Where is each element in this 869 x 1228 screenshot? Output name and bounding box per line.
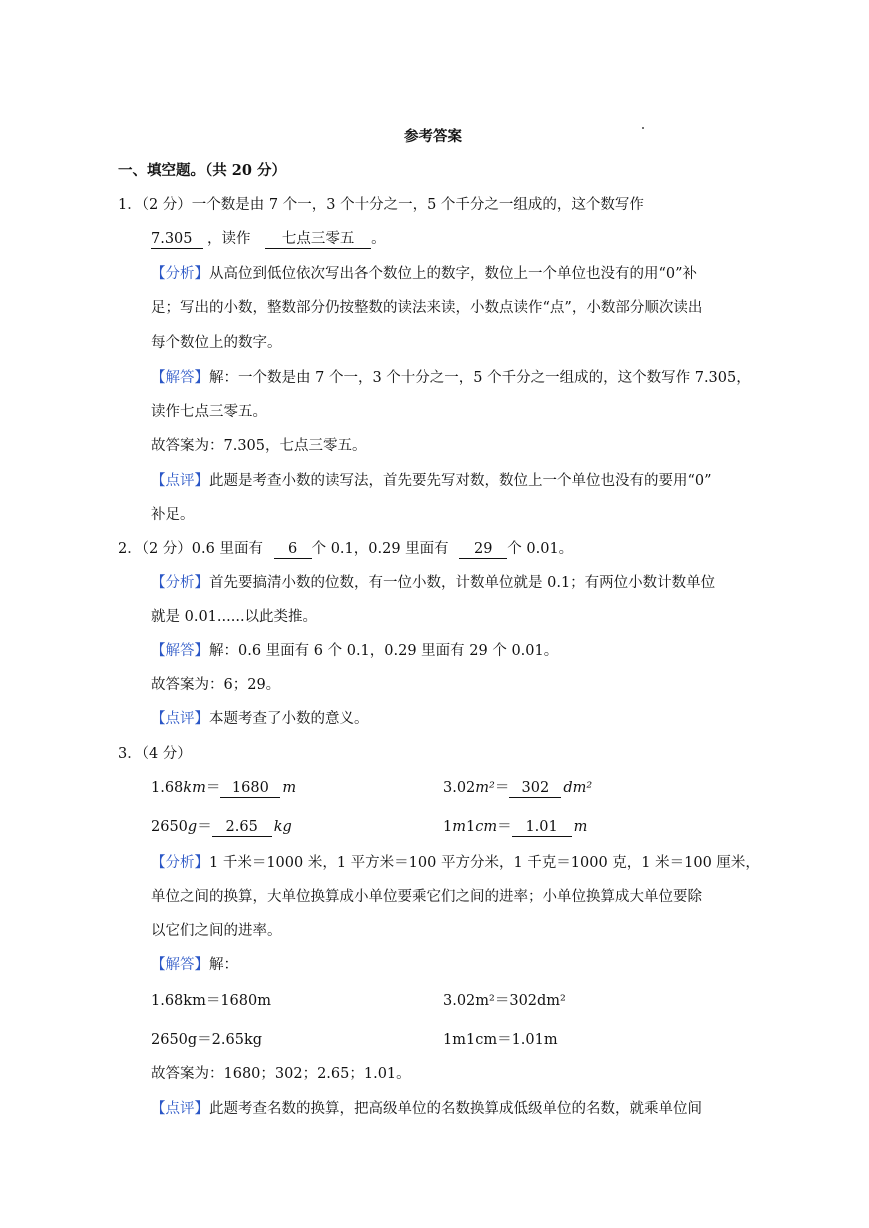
q3-2b-unit-m: m [452, 819, 466, 835]
q3-1a-blank: 1680 [220, 779, 280, 798]
q3-1b-blank: 302 [509, 779, 561, 798]
q2-comment-l1 [151, 709, 369, 729]
comment-tag: 【点评】 [151, 1101, 209, 1117]
q3-2b-value-2: 1 [465, 819, 476, 835]
q3-analysis-l1 [151, 853, 760, 873]
q1-analysis-text: 从高位到低位依次写出各个数位上的数字，数位上一个单位也没有的用“0”补 [209, 266, 698, 282]
q3-item-2b [443, 817, 587, 837]
q2-blank-1: 6 [274, 540, 312, 559]
q3-1b-unit-from: m² [475, 780, 495, 796]
q2-answer-l1 [151, 641, 558, 661]
q1-mid-text: ，读作 [207, 231, 251, 247]
q1-analysis-l1 [151, 264, 697, 284]
section-heading: 一、填空题。（共 20 分） [118, 162, 287, 179]
q3-2a-unit-to: kg [273, 819, 292, 835]
q2-text-a: 2．（2 分）0.6 里面有 [118, 541, 263, 557]
q2-text-b: 个 0.1，0.29 里面有 [311, 541, 449, 557]
q1-comment-l1 [151, 471, 712, 491]
q1-line1: 1．（2 分）一个数是由 7 个一，3 个十分之一，5 个千分之一组成的，这个数写作 [118, 197, 644, 213]
q3-answer-text: 解： [209, 957, 238, 973]
q2-final-answer: 故答案为：6；29。 [151, 677, 281, 693]
q3-1a-equals: ＝ [205, 780, 221, 796]
q3-2b-unit-to: m [573, 819, 588, 835]
q3-analysis-l3: 以它们之间的进率。 [151, 923, 282, 939]
q1-analysis-l2: 足；写出的小数，整数部分仍按整数的读法来读，小数点读作“点”，小数部分顺次读出 [151, 300, 703, 316]
q1-end: 。 [371, 231, 386, 247]
q2-analysis-l1 [151, 573, 715, 593]
q1-comment-text: 此题是考查小数的读写法，首先要先写对数，数位上一个单位也没有的要用“0” [209, 473, 712, 489]
q1-answer-l1 [151, 368, 751, 388]
q1-analysis-l3: 每个数位上的数字。 [151, 335, 282, 351]
q2-text-c: 个 0.01。 [507, 541, 574, 557]
q3-2b-unit-cm: cm [475, 819, 498, 835]
q1-final-answer: 故答案为：7.305，七点三零五。 [151, 438, 367, 454]
analysis-tag: 【分析】 [151, 575, 209, 591]
comment-tag: 【点评】 [151, 711, 209, 727]
analysis-tag: 【分析】 [151, 266, 209, 282]
answer-tag: 【解答】 [151, 957, 209, 973]
q3-1b-unit-to: dm² [563, 780, 593, 796]
q3-item-2a [151, 817, 292, 837]
q3-heading: 3．（4 分） [118, 746, 192, 762]
q3-solution-2b: 1m1cm＝1.01m [443, 1032, 558, 1048]
q3-item-1b [443, 778, 592, 798]
q3-2a-blank: 2.65 [212, 818, 272, 837]
analysis-tag: 【分析】 [151, 855, 209, 871]
q3-1a-unit-to: m [282, 780, 297, 796]
q3-solution-1b: 3.02m²＝302dm² [443, 993, 566, 1009]
q2-answer-text: 解：0.6 里面有 6 个 0.1，0.29 里面有 29 个 0.01。 [209, 643, 559, 659]
page-title: 参考答案 [404, 128, 462, 145]
q2-blank-2: 29 [459, 540, 507, 559]
q2-comment-text: 本题考查了小数的意义。 [209, 711, 369, 727]
q3-2b-value: 1 [443, 819, 453, 835]
q3-2a-equals: ＝ [197, 819, 212, 835]
q3-2b-equals: ＝ [497, 819, 512, 835]
q3-answer-l1 [151, 955, 238, 975]
q3-1b-equals: ＝ [494, 780, 510, 796]
q3-comment-text: 此题考查名数的换算，把高级单位的名数换算成低级单位的名数，就乘单位间 [209, 1101, 702, 1117]
q3-solution-1a: 1.68km＝1680m [151, 993, 271, 1009]
q3-solution-2a: 2650g＝2.65kg [151, 1032, 263, 1048]
q3-analysis-l2: 单位之间的换算，大单位换算成小单位要乘它们之间的进率；小单位换算成大单位要除 [151, 889, 702, 905]
comment-tag: 【点评】 [151, 473, 209, 489]
q3-item-1a [151, 778, 296, 798]
q3-2a-value: 2650 [151, 819, 188, 835]
q1-answer-text: 解：一个数是由 7 个一，3 个十分之一，5 个千分之一组成的，这个数写作 7.305， [209, 370, 751, 386]
q2-analysis-l2: 就是 0.01......以此类推。 [151, 609, 318, 625]
q2-analysis-text: 首先要搞清小数的位数，有一位小数，计数单位就是 0.1；有两位小数计数单位 [209, 575, 716, 591]
q1-answer-l2: 读作七点三零五。 [151, 404, 267, 420]
q3-1a-value: 1.68 [151, 780, 184, 796]
q3-1a-unit-from: km [183, 780, 206, 796]
q3-2a-unit-from: g [187, 819, 198, 835]
answer-tag: 【解答】 [151, 370, 209, 386]
answer-tag: 【解答】 [151, 643, 209, 659]
stray-dot [642, 127, 644, 129]
q3-analysis-text: 1 千米＝1000 米，1 平方米＝100 平方分米，1 千克＝1000 克，1 米＝100 厘米， [209, 855, 760, 871]
q1-comment-l2: 补足。 [151, 507, 195, 523]
q2-line1 [118, 539, 573, 559]
q3-final-answer: 故答案为：1680；302；2.65；1.01。 [151, 1066, 411, 1082]
q3-1b-value: 3.02 [443, 780, 476, 796]
q1-blank-written: 7.305 [151, 230, 203, 249]
q1-blank-read: 七点三零五 [265, 230, 371, 249]
q3-comment-l1 [151, 1099, 702, 1119]
q1-line2 [151, 229, 386, 249]
q3-2b-blank: 1.01 [512, 818, 572, 837]
